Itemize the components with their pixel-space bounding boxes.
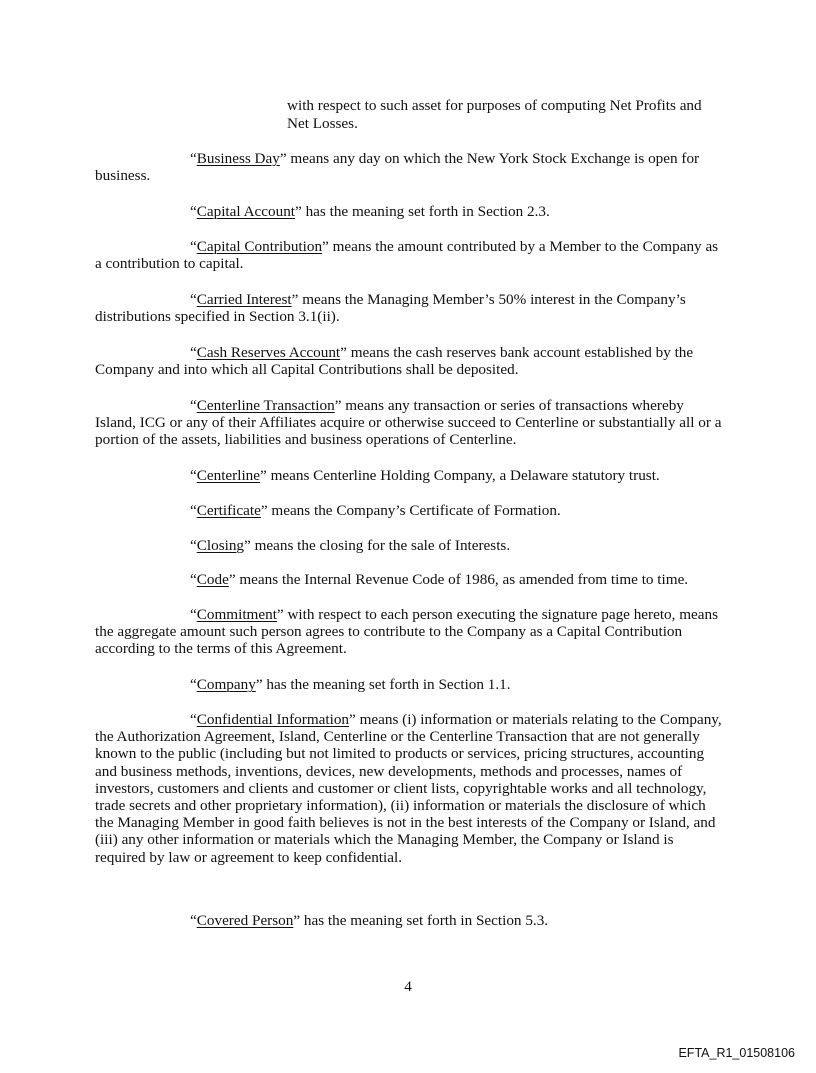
defined-term: Capital Account [196,203,296,220]
definition-text: with respect to each person executing the signature page hereto, means the aggregate amount such person agrees to contribute to the Company as a Capital Contribution according to the terms of this Agreement. [95,606,719,658]
definition-text: means any day on which the New York Stock Exchange is open for business. [95,150,700,185]
definition-text: means any transaction or series of transactions whereby Island, ICG or any of their Affiliates acquire or otherwise succeed to Centerline or substantially all or a portion of the assets, liabilities and business operations of Centerline. [95,397,722,449]
definition-business-day: “Business Day” means any day on which the New York Stock Exchange is open for business. [95,150,700,185]
defined-term: Certificate [196,502,261,519]
definition-text: means Centerline Holding Company, a Delaware statutory trust. [266,467,660,484]
defined-term: Code [196,571,229,588]
defined-term: Commitment [196,606,277,623]
definition-covered-person: “Covered Person” has the meaning set forth in Section 5.3. [190,912,549,929]
defined-term: Cash Reserves Account [196,344,341,361]
definition-text: means the Managing Member’s 50% interest in the Company’s distributions specified in Section 3.1(ii). [95,291,686,326]
definition-text: has the meaning set forth in Section 2.3. [301,203,550,220]
defined-term: Company [196,676,256,693]
definition-confidential-information: “Confidential Information” means (i) information or materials relating to the Company, the Authorization Agreement, Island, Centerline or the Centerline Transaction that are not generally known to the public (including but not limited to products or services, pricing structures, accounting and business methods, inventions, devices, new developments, methods and processes, names of investors, customers and clients and customer or client lists, copyrightable works and all technology, trade secrets and other proprietary information), (ii) information or materials the disclosure of which the Managing Member in good faith believes is not in the best interests of the Company or Island, and (iii) any other information or materials which the Managing Member, the Company or Island is required by law or agreement to keep confidential. [95,711,722,866]
definition-certificate: “Certificate” means the Company’s Certificate of Formation. [190,502,561,519]
definition-centerline: “Centerline” means Centerline Holding Company, a Delaware statutory trust. [190,467,660,484]
definition-capital-contribution: “Capital Contribution” means the amount contributed by a Member to the Company as a contribution to capital. [95,238,719,273]
defined-term: Confidential Information [196,711,350,728]
definition-capital-account: “Capital Account” has the meaning set forth in Section 2.3. [190,203,550,220]
definition-commitment: “Commitment” with respect to each person executing the signature page hereto, means the aggregate amount such person agrees to contribute to the Company as a Capital Contribution according to the terms of this Agreement. [95,606,719,658]
continuation-paragraph: with respect to such asset for purposes of computing Net Profits and Net Losses. [287,97,702,132]
defined-term: Centerline Transaction [196,397,335,414]
defined-term: Business Day [196,150,280,167]
definition-text: means the amount contributed by a Member to the Company as a contribution to capital. [95,238,719,273]
page-number: 4 [404,978,412,995]
definition-closing: “Closing” means the closing for the sale of Interests. [190,537,511,554]
definition-text: has the meaning set forth in Section 1.1. [262,676,511,693]
definition-text: means the Internal Revenue Code of 1986, as amended from time to time. [235,571,689,588]
bates-number: EFTA_R1_01508106 [678,1046,795,1060]
defined-term: Capital Contribution [196,238,323,255]
definition-text: has the meaning set forth in Section 5.3. [300,912,549,929]
defined-term: Covered Person [196,912,294,929]
definition-text: means the closing for the sale of Interests. [250,537,511,554]
definition-code: “Code” means the Internal Revenue Code of 1986, as amended from time to time. [190,571,689,588]
definition-text: means the cash reserves bank account established by the Company and into which all Capital Contributions shall be deposited. [95,344,694,379]
definition-text: means (i) information or materials relating to the Company, the Authorization Agreement, Island, Centerline or the Centerline Transaction that are not generally known to the public (including but not limited to products or services, pricing structures, accounting and business methods, inventions, devices, new developments, methods and processes, names of investors, customers and clients and customer or client lists, copyrightable works and all technology, trade secrets and other proprietary information), (ii) information or materials the disclosure of which the Managing Member in good faith believes is not in the best interests of the Company or Island, and (iii) any other information or materials which the Managing Member, the Company or Island is required by law or agreement to keep confidential. [95,711,722,866]
defined-term: Closing [196,537,245,554]
defined-term: Centerline [196,467,261,484]
defined-term: Carried Interest [196,291,292,308]
definition-cash-reserves-account: “Cash Reserves Account” means the cash reserves bank account established by the Company and into which all Capital Contributions shall be deposited. [95,344,694,379]
definition-carried-interest: “Carried Interest” means the Managing Member’s 50% interest in the Company’s distributions specified in Section 3.1(ii). [95,291,686,326]
definition-company: “Company” has the meaning set forth in Section 1.1. [190,676,511,693]
definition-centerline-transaction: “Centerline Transaction” means any transaction or series of transactions whereby Island, ICG or any of their Affiliates acquire or otherwise succeed to Centerline or substantially all or a portion of the assets, liabilities and business operations of Centerline. [95,397,722,449]
definition-text: means the Company’s Certificate of Formation. [267,502,561,519]
